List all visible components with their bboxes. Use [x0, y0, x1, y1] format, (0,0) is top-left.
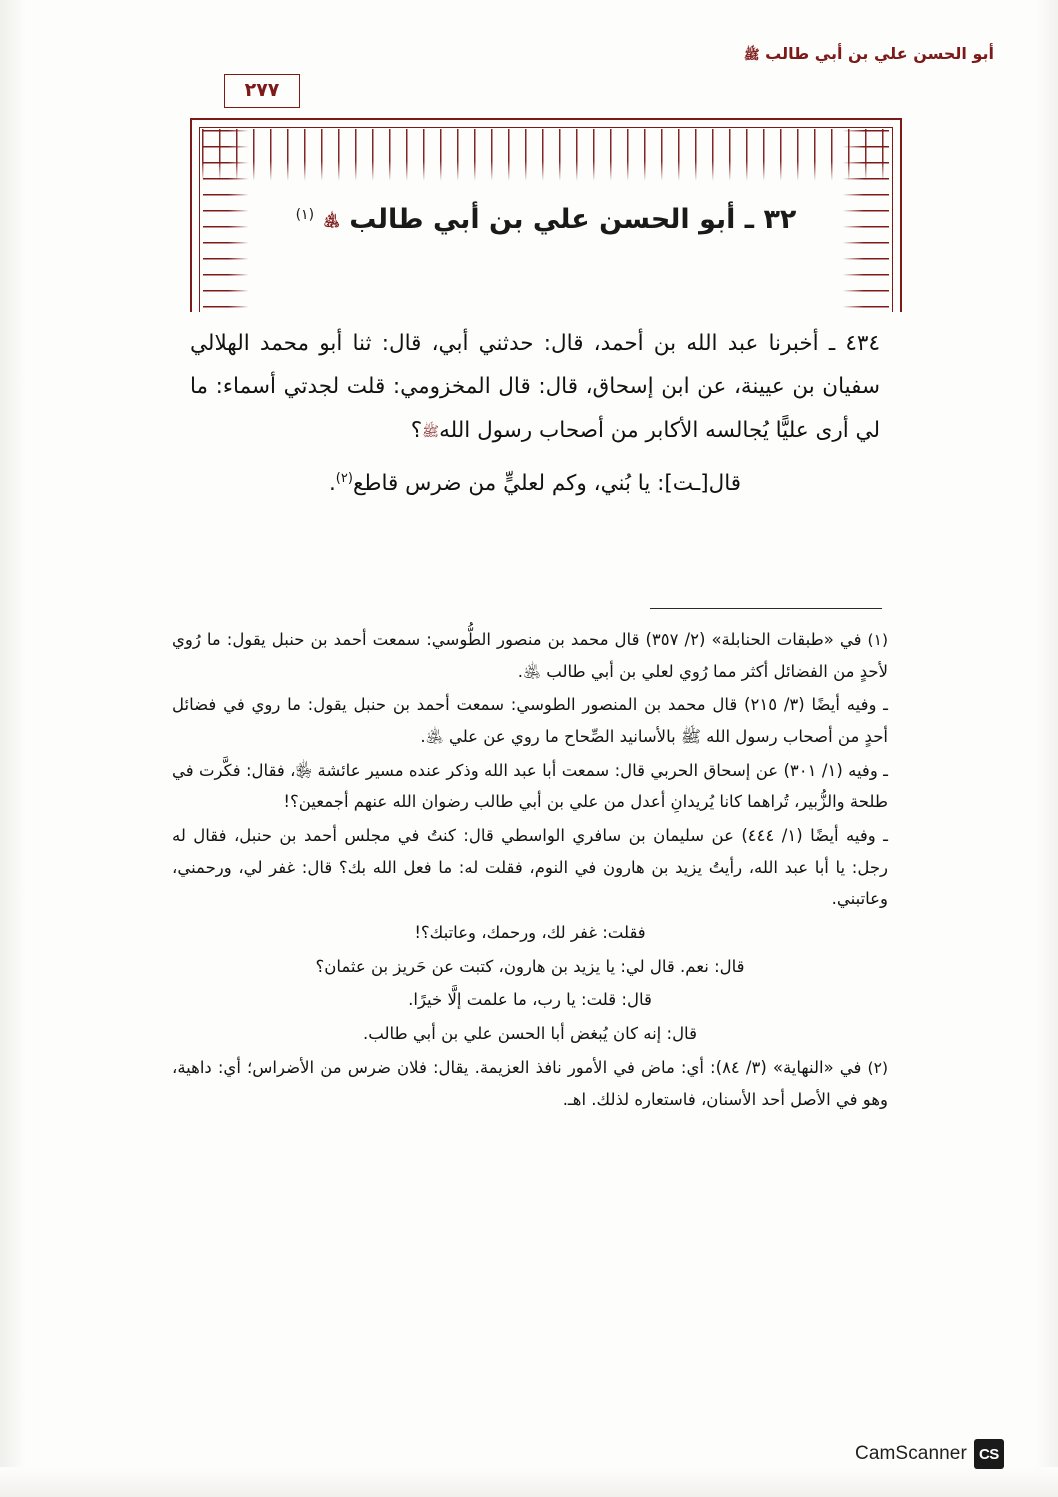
footnote-2-marker: (٢) [867, 1058, 888, 1077]
camscanner-watermark [855, 1439, 1004, 1469]
chapter-honorific-icon: ﵁ [323, 212, 340, 230]
footnote-1-line-6-wrap [172, 951, 888, 983]
camscanner-badge-icon: CS [974, 1439, 1004, 1469]
footnote-1-line-5-wrap [172, 917, 888, 949]
scan-edge-right [1036, 0, 1058, 1497]
scan-edge-bottom [0, 1467, 1058, 1497]
footnote-separator [650, 608, 882, 609]
body-text [190, 322, 880, 516]
running-head-text: أبو الحسن علي بن أبي طالب [765, 44, 994, 63]
scan-edge-left [0, 0, 26, 1497]
paragraph-434-tail: ؟ [410, 417, 423, 443]
footnote-1-line-7-wrap [172, 984, 888, 1016]
paragraph-434 [190, 322, 880, 452]
footnote-2 [172, 1052, 888, 1115]
paragraph-answer-text: قال[ـت]: يا بُني، وكم لعليٍّ من ضرس قاطع [352, 471, 742, 497]
paragraph-answer [190, 462, 880, 505]
footnote-1-line-3: ـ وفيه (١/ ٣٠١) عن إسحاق الحربي قال: سمعت أبا عبد الله وذكر عنده مسير عائشة ﵂، فقال: فكَّرت في طلحة والزُّبير، تُراهما كانا يُريدانِ أعدل من علي بن أبي طالب رضوان الله عنهم أجمعين؟! [172, 760, 888, 812]
footnote-1-line-8-wrap [172, 1018, 888, 1050]
footnote-1-line-2: ـ وفيه أيضًا (٣/ ٢١٥) قال محمد بن المنصور الطوسي: سمعت أحمد بن حنبل يقول: ما روي في فضائل أحدٍ من أصحاب رسول الله ﷺ بالأسانيد الصِّحاح ما روي عن علي ﵁. [172, 695, 889, 747]
chapter-title-text: ٣٢ ـ أبو الحسن علي بن أبي طالب [349, 204, 797, 235]
footnote-1-line-6: قال: نعم. قال لي: يا يزيد بن هارون، كتبت عن حَريز بن عثمان؟ [315, 956, 745, 976]
footnote-1-marker: (١) [867, 631, 888, 649]
honorific-icon: ﷺ [743, 48, 760, 63]
footnote-1-line-3-wrap [172, 755, 888, 818]
chapter-title [190, 204, 902, 235]
paragraph-answer-footnote-ref: (٢) [335, 471, 353, 487]
footnote-1-line-4-wrap [172, 820, 888, 915]
paragraph-answer-tail: . [328, 471, 336, 497]
footnote-1-line-1: في «طبقات الحنابلة» (٢/ ٣٥٧) قال محمد بن منصور الطُّوسي: سمعت أحمد بن حنبل يقول: ما رُوي لأحدٍ من الفضائل أكثر مما رُوي لعلي بن أبي طالب ﵁. [172, 630, 888, 681]
footnote-2-line-1: في «النهاية» (٣/ ٨٤): أي: ماض في الأمور نافذ العزيمة. يقال: فلان ضرس من الأضراس؛ أي: داهية، وهو في الأصل أحد الأسنان، فاستعاره لذلك. اهـ. [172, 1057, 888, 1109]
footnote-1 [172, 624, 888, 687]
frame-comb-top-ornament [202, 129, 890, 181]
footnote-1-line-4: ـ وفيه أيضًا (١/ ٤٤٤) عن سليمان بن سافري الواسطي قال: كنتُ في مجلس أحمد بن حنبل، فقال له رجل: يا أبا عبد الله، رأيتُ يزيد بن هارون في النوم، فقلت له: ما فعل الله بك؟ قال: غفر لي، ورحمني، وعاتبني. [172, 826, 888, 909]
page-number: ٢٧٧ [224, 74, 300, 108]
chapter-title-frame [190, 118, 902, 312]
footnotes-block [172, 624, 888, 1117]
chapter-footnote-ref: (١) [295, 207, 315, 223]
footnote-1-line-2-wrap [172, 689, 888, 752]
camscanner-label: CamScanner [855, 1443, 967, 1464]
footnote-1-line-8: قال: إنه كان يُبغض أبا الحسن علي بن أبي طالب. [363, 1024, 697, 1044]
paragraph-434-text: ٤٣٤ ـ أخبرنا عبد الله بن أحمد، قال: حدثني أبي، قال: ثنا أبو محمد الهلالي سفيان بن عيينة، عن ابن إسحاق، قال: قال المخزومي: قلت لجدتي أسماء: ما لي أرى عليًّا يُجالسه الأكابر من أصحاب رسول الله [190, 331, 880, 443]
prophet-honorific-icon: ﷺ [422, 423, 440, 440]
footnote-1-line-7: قال: قلت: يا رب، ما علمت إلَّا خيرًا. [408, 990, 652, 1010]
footnote-1-line-5: فقلت: غفر لك، ورحمك، وعاتبك؟! [414, 923, 646, 943]
running-head [744, 44, 994, 66]
